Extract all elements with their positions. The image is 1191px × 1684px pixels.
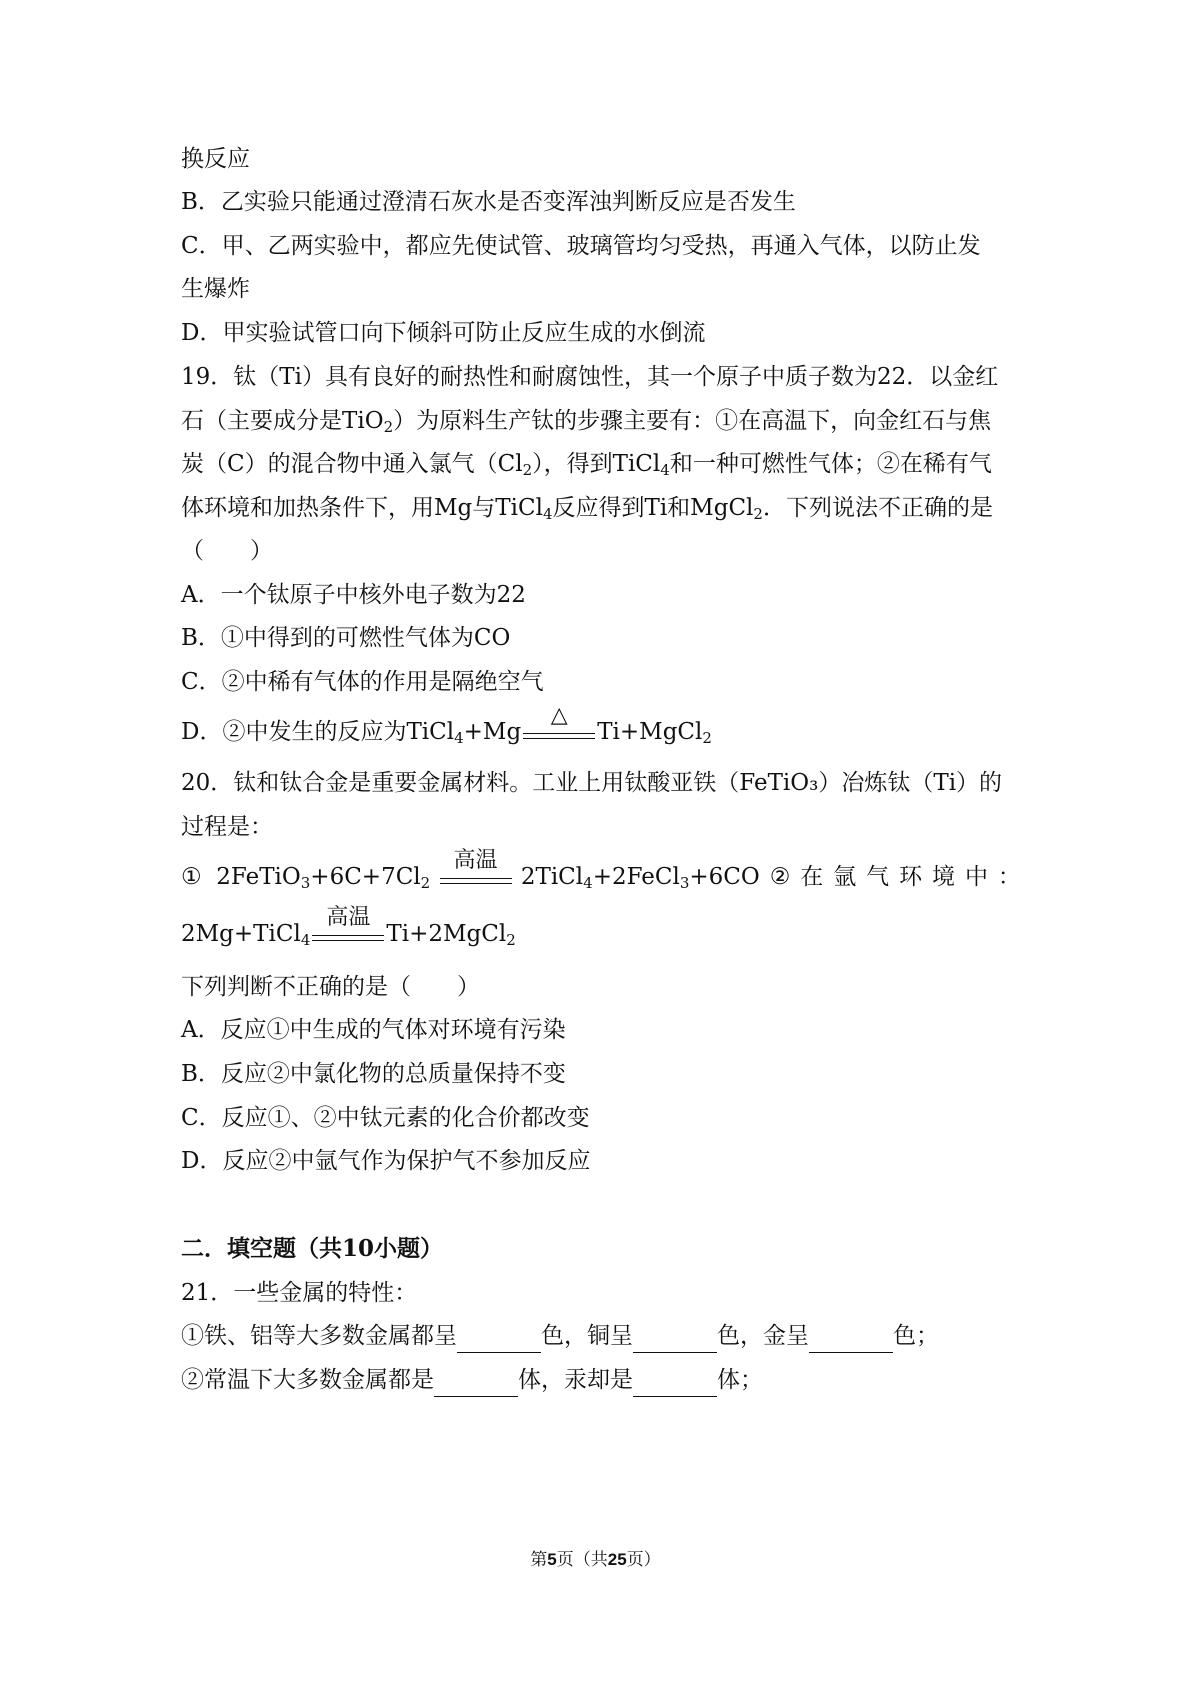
footer-mid: 页（共 [556, 1550, 608, 1570]
eq1-right-b: +2FeCl [592, 864, 680, 890]
q19-d-sub2: 2 [702, 729, 712, 747]
q19-answer-bracket: （ ） [181, 538, 273, 564]
q21-stem: 21．一些金属的特性： [181, 1280, 418, 1306]
answer-blank[interactable] [633, 1370, 717, 1397]
high-temp-label: 高温 [453, 848, 498, 873]
footer-page-number: 5 [547, 1550, 557, 1569]
eq2-intro-char: 环 [899, 864, 923, 890]
eq2-left-a: 2Mg+TiCl [181, 921, 301, 947]
q18-option-c-line1: C．甲、乙两实验中，都应先使试管、玻璃管均匀受热，再通入气体，以防止发 [181, 233, 981, 259]
q19-stem-line1: 19．钛（Ti）具有良好的耐热性和耐腐蚀性，其一个原子中质子数为22．以金红 [181, 364, 999, 390]
q21-l3-a: ②常温下大多数金属都是 [181, 1367, 434, 1393]
eq2-intro-char: 中 [964, 864, 988, 890]
q19-l4-text-b: 反应得到Ti和MgCl [552, 495, 754, 521]
q20-option-a: A．反应①中生成的气体对环境有污染 [181, 1017, 566, 1043]
eq1-number: ① [181, 864, 202, 890]
q19-option-c: C．②中稀有气体的作用是隔绝空气 [181, 669, 544, 695]
q19-l4-sub1: 4 [542, 505, 553, 523]
eq2-right-a: Ti+2MgCl [386, 921, 507, 947]
footer-post: 页） [626, 1550, 661, 1570]
q20-question: 下列判断不正确的是（ ） [181, 974, 480, 1000]
answer-blank[interactable] [809, 1326, 893, 1353]
q18-option-a-continuation: 换反应 [181, 146, 250, 172]
q19-d-text-c: Ti+MgCl [597, 719, 703, 745]
eq2-intro-char: ： [997, 864, 1021, 890]
q19-d-text-a: D．②中发生的反应为TiCl [181, 719, 455, 745]
eq1-right-a: 2TiCl [520, 864, 584, 890]
reaction-arrow-high-temp [438, 848, 514, 895]
q19-d-sub1: 4 [454, 729, 464, 747]
eq1-left-sub2: 2 [420, 874, 431, 892]
q18-option-c-line2: 生爆炸 [181, 276, 250, 302]
heat-symbol: △ [550, 703, 568, 728]
q20-stem-line1: 20．钛和钛合金是重要金属材料。工业上用钛酸亚铁（FeTiO₃）冶炼钛（Ti）的 [181, 770, 1003, 796]
footer-pre: 第 [530, 1550, 548, 1570]
eq1-left-b: +6C+7Cl [310, 864, 421, 890]
eq1-left-a: 2FeTiO [216, 864, 301, 890]
q20-stem-line2: 过程是： [181, 814, 273, 840]
q21-l2-d: 色； [893, 1323, 939, 1349]
eq2-intro-char: 在 [800, 864, 824, 890]
reaction-arrow-high-temp [310, 905, 386, 952]
q19-stem-line2 [181, 404, 1021, 438]
reaction-arrow-heat [521, 703, 597, 750]
q20-eq1-spread [181, 848, 1021, 895]
q20-equation-2-line [181, 905, 1021, 952]
q19-l4-text-a: 体环境和加热条件下，用Mg与TiCl [181, 495, 543, 521]
q19-l3-text-b: ），得到TiCl [532, 451, 661, 477]
q19-l3-text-c: 和一种可燃性气体；②在稀有气 [669, 451, 992, 477]
q19-option-b: B．①中得到的可燃性气体为CO [181, 625, 511, 651]
q19-l2-text-a: 石（主要成分是TiO [181, 408, 384, 434]
answer-blank[interactable] [457, 1326, 541, 1353]
q19-l3-sub2: 4 [660, 461, 670, 479]
q20-option-c: C．反应①、②中钛元素的化合价都改变 [181, 1105, 590, 1131]
eq1-right-c: +6CO [689, 864, 760, 890]
eq2-intro-char: 气 [866, 864, 890, 890]
section-heading: 二．填空题（共10小题） [181, 1235, 444, 1262]
q20-eq1 [181, 848, 760, 895]
q21-l3-b: 体，汞却是 [518, 1367, 633, 1393]
q21-l2-c: 色，金呈 [717, 1323, 809, 1349]
eq2-intro-char: 境 [932, 864, 956, 890]
eq1-right-sub2: 3 [679, 874, 690, 892]
q21-l3-c: 体； [717, 1367, 763, 1393]
q18-option-d: D．甲实验试管口向下倾斜可防止反应生成的水倒流 [181, 320, 706, 346]
eq2-right-sub: 2 [506, 931, 516, 949]
eq1-left-sub1: 3 [300, 874, 311, 892]
page-footer [0, 1548, 1191, 1572]
eq2-left-sub: 4 [300, 931, 311, 949]
q20-option-b: B．反应②中氯化物的总质量保持不变 [181, 1061, 566, 1087]
answer-blank[interactable] [633, 1326, 717, 1353]
q18-option-b: B．乙实验只能通过澄清石灰水是否变浑浊判断反应是否发生 [181, 189, 796, 215]
q19-stem-line4 [181, 491, 1021, 525]
q19-l3-sub1: 2 [522, 461, 533, 479]
q19-stem-line3 [181, 447, 1021, 481]
q19-l3-text-a: 炭（C）的混合物中通入氯气（Cl [181, 451, 523, 477]
q19-l4-sub2: 2 [753, 505, 763, 523]
eq1-right-sub1: 4 [583, 874, 593, 892]
q19-d-text-b: +Mg [463, 719, 522, 745]
q19-l4-text-c: ．下列说法不正确的是 [762, 495, 993, 521]
q20-equation-1-line [181, 848, 1021, 895]
high-temp-label: 高温 [326, 905, 371, 930]
q21-l2-b: 色，铜呈 [541, 1323, 633, 1349]
eq2-intro-char: 氩 [833, 864, 857, 890]
q19-l2-text-b: ）为原料生产钛的步骤主要有：①在高温下，向金红石与焦 [393, 408, 992, 434]
q19-option-d [181, 703, 1021, 750]
q19-option-a: A．一个钛原子中核外电子数为22 [181, 582, 526, 608]
eq2-intro-char: ② [769, 864, 791, 890]
q21-item-2 [181, 1363, 1021, 1397]
answer-blank[interactable] [434, 1370, 518, 1397]
footer-total-pages: 25 [607, 1550, 627, 1569]
q21-item-1 [181, 1319, 1021, 1353]
q21-l2-a: ①铁、铝等大多数金属都呈 [181, 1323, 457, 1349]
q19-l2-sub: 2 [383, 418, 394, 436]
q20-option-d: D．反应②中氩气作为保护气不参加反应 [181, 1148, 591, 1174]
